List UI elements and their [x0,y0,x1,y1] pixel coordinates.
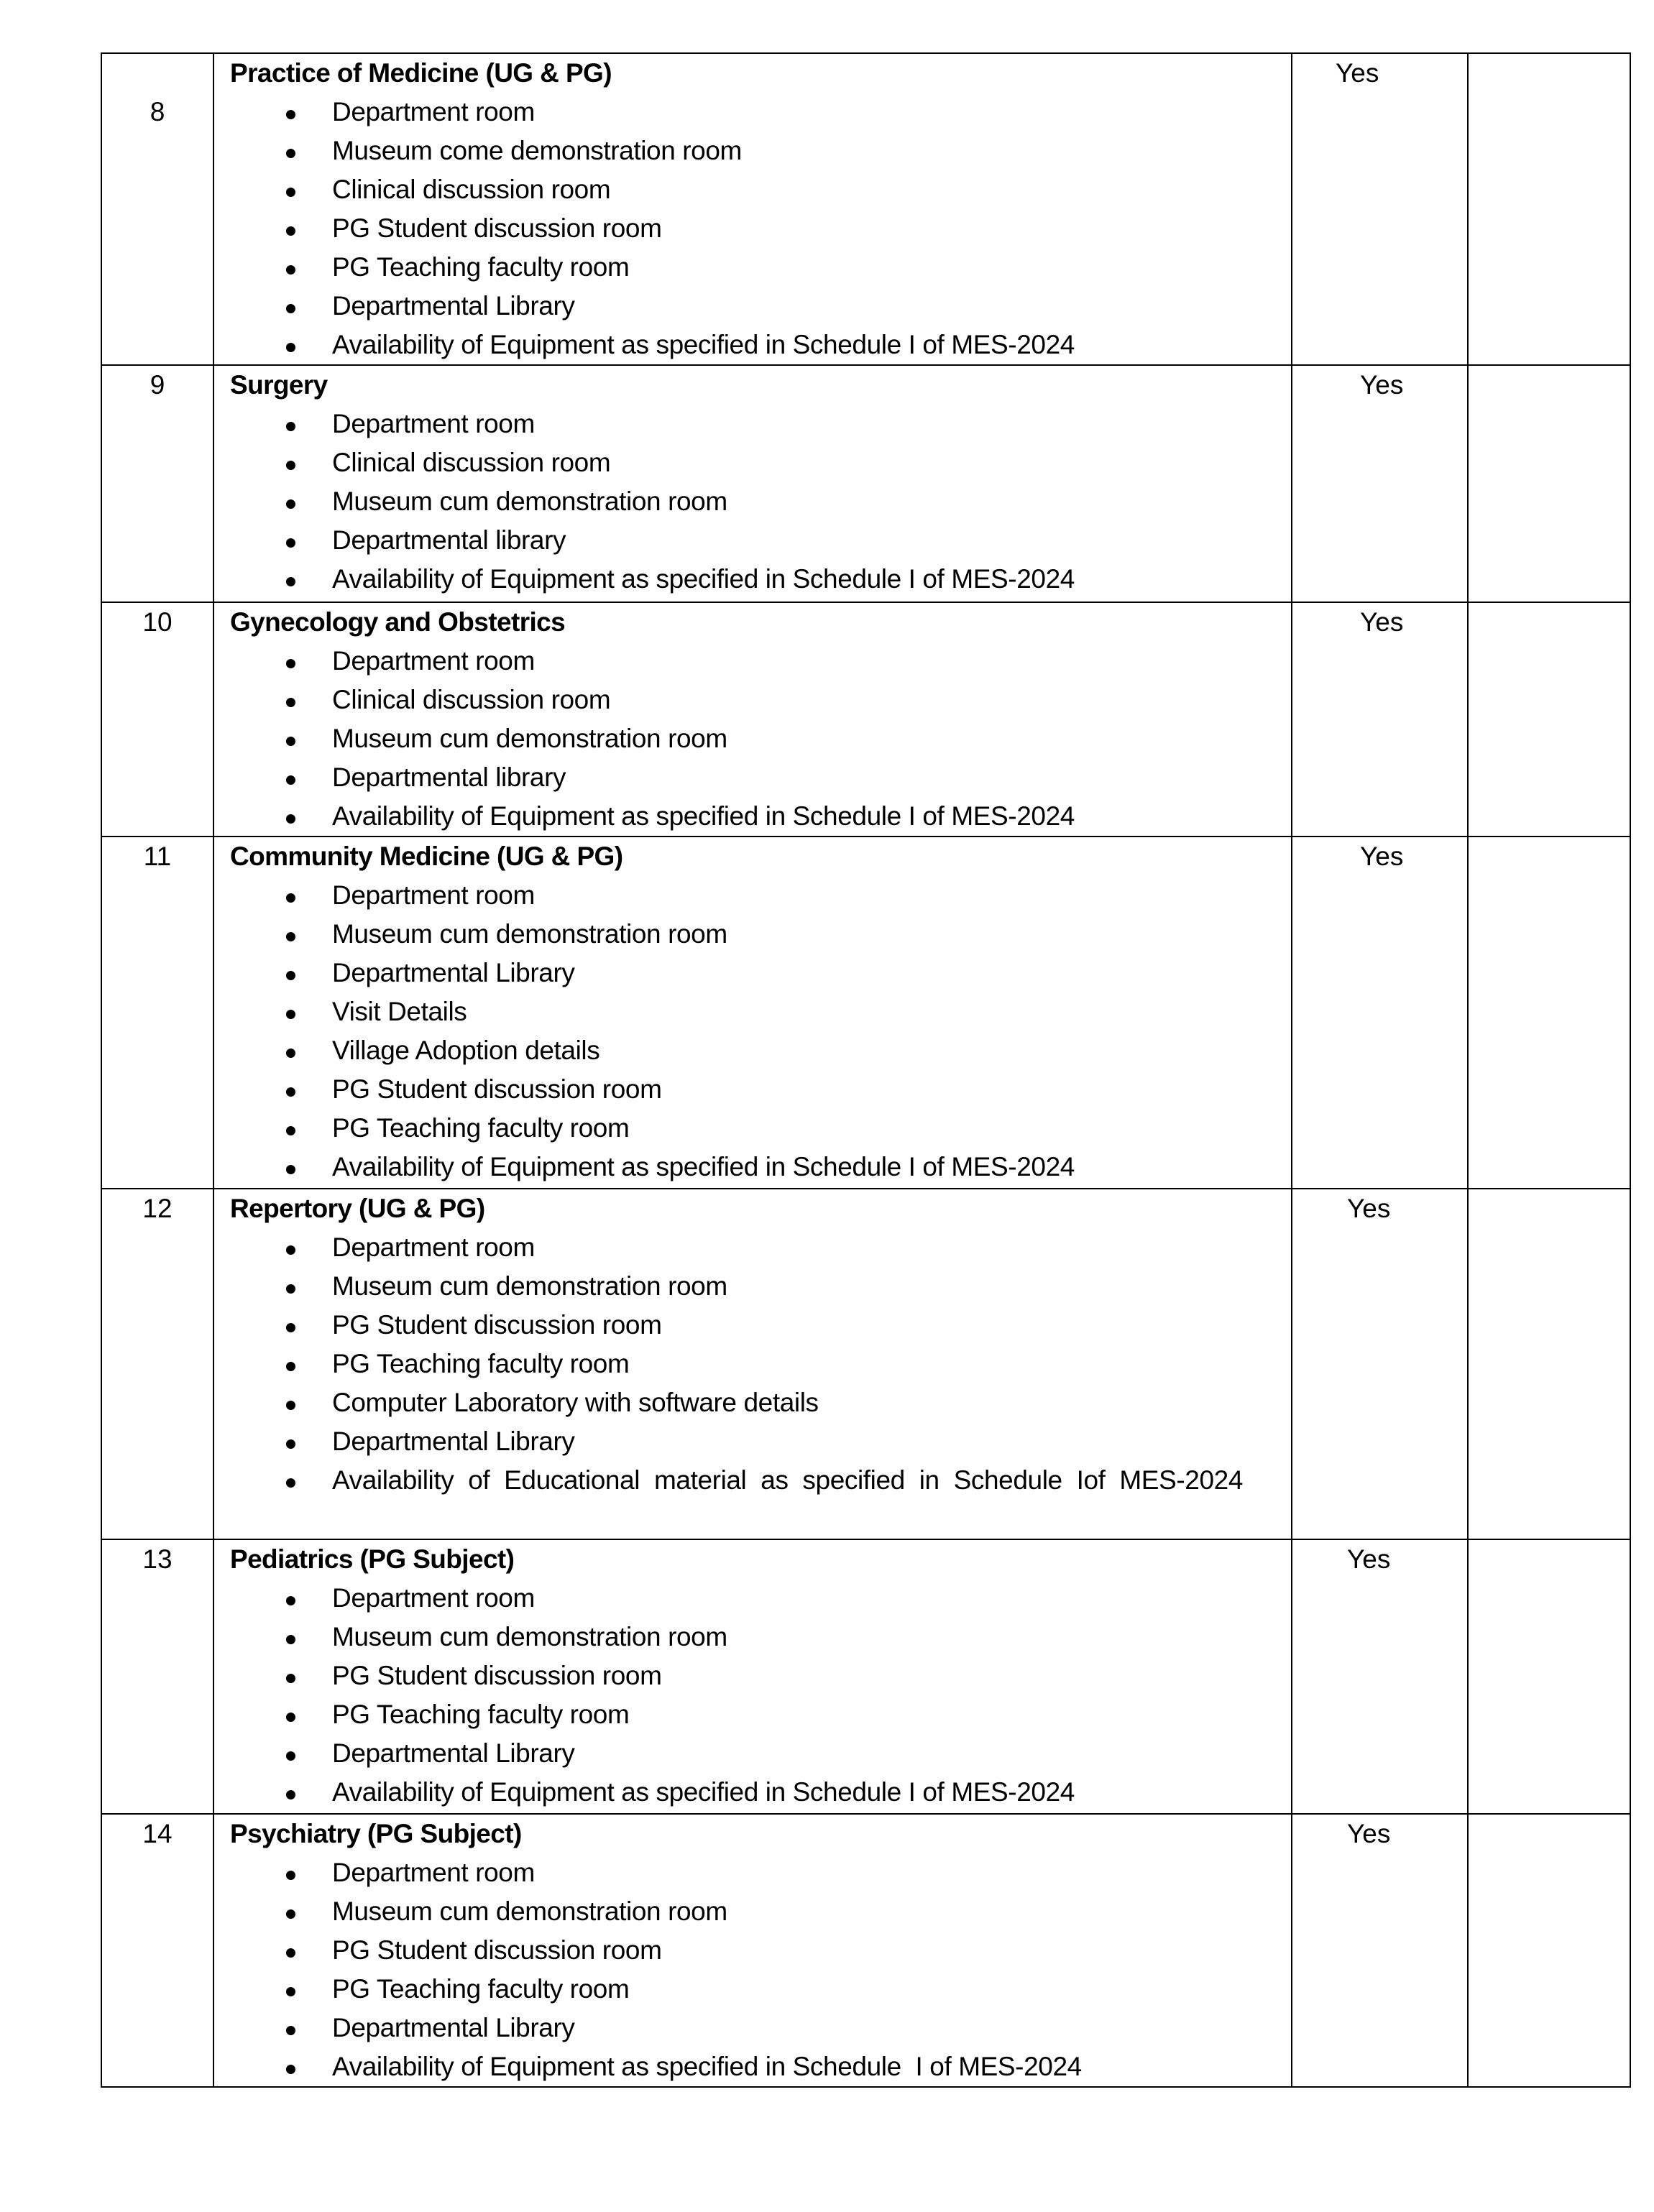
status-cell [1292,1814,1468,2087]
list-item-text: Availability of Equipment as specified in Schedule I of MES-2024 [332,1777,1075,1807]
list-item-text: PG Student discussion room [332,1935,662,1965]
facility-list [230,876,1291,1186]
bullet-icon [286,405,296,443]
bullet-icon [286,1031,296,1070]
serial-number-cell [101,1539,213,1814]
list-item-text: Computer Laboratory with software details [332,1388,819,1417]
list-item [230,1070,1291,1109]
list-item [230,482,1291,521]
list-item [230,915,1291,954]
list-item-text: Department room [332,880,535,910]
list-item [230,1656,1291,1695]
bullet-icon [286,132,296,170]
list-item-text: Departmental Library [332,2013,575,2042]
list-item [230,1345,1291,1383]
department-title: Pediatrics (PG Subject) [230,1544,515,1574]
list-item [230,1422,1291,1461]
status-value: Yes [1360,607,1404,637]
list-item-text: Museum come demonstration room [332,136,742,165]
bullet-icon [286,1383,296,1422]
bullet-icon [286,1422,296,1461]
bullet-icon [286,1306,296,1345]
bullet-icon [286,1970,296,2009]
list-item [230,1734,1291,1773]
list-item-text: Department room [332,1858,535,1887]
bullet-icon [286,992,296,1031]
list-item [230,1267,1291,1306]
list-item [230,1618,1291,1656]
bullet-icon [286,1461,296,1500]
status-cell [1292,1189,1468,1539]
bullet-icon [286,2009,296,2047]
list-item [230,954,1291,992]
list-item-text: Availability of Equipment as specified in Schedule I of MES-2024 [332,1152,1075,1181]
bullet-icon [286,1892,296,1931]
list-item-text: PG Teaching faculty room [332,1974,630,2004]
facility-list [230,642,1291,836]
list-item [230,797,1291,836]
department-cell [213,365,1292,602]
list-item [230,1461,1291,1500]
status-value: Yes [1360,370,1404,400]
serial-number-cell [101,602,213,837]
bullet-icon [286,758,296,797]
list-item-text: Availability of Equipment as specified in Schedule I of MES-2024 [332,2052,1082,2081]
list-item [230,1931,1291,1970]
bullet-icon [286,681,296,719]
list-item-text: Departmental Library [332,958,575,987]
bullet-icon [286,915,296,954]
status-cell [1292,53,1468,365]
status-value: Yes [1336,58,1379,88]
serial-number-cell [101,365,213,602]
list-item-text: Visit Details [332,997,467,1026]
list-item-text: Village Adoption details [332,1036,600,1065]
remarks-cell [1468,1814,1630,2087]
serial-number: 14 [142,1819,173,1848]
list-item-text: Departmental library [332,762,566,792]
list-item-text: PG Teaching faculty room [332,1349,630,1378]
status-value: Yes [1360,842,1404,871]
list-item-text: Department room [332,409,535,438]
list-item-text: PG Student discussion room [332,1661,662,1690]
table-row [101,1189,1630,1539]
department-title: Repertory (UG & PG) [230,1194,485,1223]
table-row [101,53,1630,365]
list-item [230,405,1291,443]
status-value: Yes [1347,1194,1391,1223]
list-item-text: Clinical discussion room [332,448,611,477]
bullet-icon [286,1656,296,1695]
list-item-text: Museum cum demonstration room [332,1622,727,1651]
status-cell [1292,602,1468,837]
department-cell [213,1539,1292,1814]
remarks-cell [1468,365,1630,602]
bullet-icon [286,482,296,521]
list-item-text: Departmental library [332,525,566,555]
bullet-icon [286,443,296,482]
remarks-cell [1468,602,1630,837]
list-item-text: Department room [332,1232,535,1262]
bullet-icon [286,1853,296,1892]
bullet-icon [286,93,296,132]
list-item-text: PG Teaching faculty room [332,252,630,282]
list-item-text: Clinical discussion room [332,175,611,204]
list-item [230,521,1291,560]
list-item-text: Departmental Library [332,1427,575,1456]
list-item-text: Museum cum demonstration room [332,1271,727,1301]
serial-number-cell [101,53,213,365]
list-item [230,681,1291,719]
list-item-text: Department room [332,97,535,126]
list-item-text: PG Student discussion room [332,213,662,243]
bullet-icon [286,1618,296,1656]
list-item [230,1579,1291,1618]
remarks-cell [1468,53,1630,365]
bullet-icon [286,876,296,915]
department-cell [213,602,1292,837]
list-item-text: Museum cum demonstration room [332,1897,727,1926]
list-item [230,326,1291,364]
serial-number: 13 [142,1544,173,1574]
status-value: Yes [1347,1544,1391,1574]
bullet-icon [286,521,296,560]
list-item [230,93,1291,132]
bullet-icon [286,719,296,758]
list-item-text: PG Teaching faculty room [332,1700,630,1729]
bullet-icon [286,1695,296,1734]
bullet-icon [286,1109,296,1148]
bullet-icon [286,1345,296,1383]
list-item [230,1031,1291,1070]
list-item [230,1695,1291,1734]
list-item [230,287,1291,326]
facility-list [230,1853,1291,2086]
department-facilities-table [101,52,1631,2088]
status-cell [1292,365,1468,602]
serial-number: 12 [142,1194,173,1223]
list-item [230,2047,1291,2086]
list-item-text: Availability of Equipment as specified in Schedule I of MES-2024 [332,801,1075,831]
bullet-icon [286,287,296,326]
bullet-icon [286,2047,296,2086]
list-item [230,248,1291,287]
table-row [101,1539,1630,1814]
list-item [230,2009,1291,2047]
list-item [230,1383,1291,1422]
bullet-icon [286,248,296,287]
serial-number-cell [101,837,213,1189]
serial-number: 10 [142,607,173,637]
bullet-icon [286,1734,296,1773]
remarks-cell [1468,1539,1630,1814]
list-item [230,209,1291,248]
list-item-text: Museum cum demonstration room [332,919,727,949]
list-item [230,1148,1291,1186]
bullet-icon [286,1070,296,1109]
list-item [230,1773,1291,1812]
list-item [230,443,1291,482]
table-row [101,837,1630,1189]
serial-number: 11 [143,842,172,871]
status-value: Yes [1347,1819,1391,1848]
list-item [230,992,1291,1031]
list-item-text: Departmental Library [332,291,575,321]
list-item [230,1306,1291,1345]
department-title: Psychiatry (PG Subject) [230,1819,522,1848]
bullet-icon [286,560,296,599]
list-item-text: Clinical discussion room [332,685,611,714]
list-item-text: Availability of Educational material as specified in Schedule Iof MES-2024 [332,1465,1244,1495]
department-cell [213,53,1292,365]
remarks-cell [1468,837,1630,1189]
department-cell [213,837,1292,1189]
serial-number-cell [101,1814,213,2087]
bullet-icon [286,1931,296,1970]
list-item-text: PG Student discussion room [332,1310,662,1340]
facility-list [230,405,1291,599]
bullet-icon [286,170,296,209]
list-item [230,758,1291,797]
list-item-text: Museum cum demonstration room [332,724,727,753]
list-item-text: Departmental Library [332,1738,575,1768]
table-row [101,1814,1630,2087]
table-row [101,365,1630,602]
department-title: Community Medicine (UG & PG) [230,842,623,871]
facility-list [230,1228,1291,1539]
list-item [230,560,1291,599]
list-item [230,1892,1291,1931]
bullet-icon [286,209,296,248]
bullet-icon [286,642,296,681]
serial-number-cell [101,1189,213,1539]
list-item-text: Availability of Equipment as specified in Schedule I of MES-2024 [332,330,1075,359]
serial-number: 9 [150,370,165,400]
list-item [230,1228,1291,1267]
list-item-text: Department room [332,1583,535,1613]
list-item-text: PG Student discussion room [332,1074,662,1104]
bullet-icon [286,954,296,992]
list-item-text: Availability of Equipment as specified in Schedule I of MES-2024 [332,564,1075,594]
bullet-icon [286,1773,296,1812]
facility-list [230,1579,1291,1812]
list-item [230,719,1291,758]
department-title: Practice of Medicine (UG & PG) [230,58,612,88]
facility-list [230,93,1291,364]
serial-number: 8 [150,97,165,126]
list-item [230,170,1291,209]
remarks-cell [1468,1189,1630,1539]
list-item-text: PG Teaching faculty room [332,1113,630,1143]
list-item [230,132,1291,170]
list-item-text: Museum cum demonstration room [332,487,727,516]
status-cell [1292,837,1468,1189]
bullet-icon [286,1579,296,1618]
bullet-icon [286,1148,296,1186]
list-item [230,1109,1291,1148]
list-item-text: Department room [332,646,535,676]
table-row [101,602,1630,837]
department-cell [213,1189,1292,1539]
list-item [230,642,1291,681]
bullet-icon [286,1267,296,1306]
list-item [230,876,1291,915]
bullet-icon [286,1228,296,1267]
list-item [230,1853,1291,1892]
department-title: Gynecology and Obstetrics [230,607,566,637]
bullet-icon [286,797,296,836]
list-item [230,1970,1291,2009]
bullet-icon [286,326,296,364]
status-cell [1292,1539,1468,1814]
department-title: Surgery [230,370,328,400]
department-cell [213,1814,1292,2087]
